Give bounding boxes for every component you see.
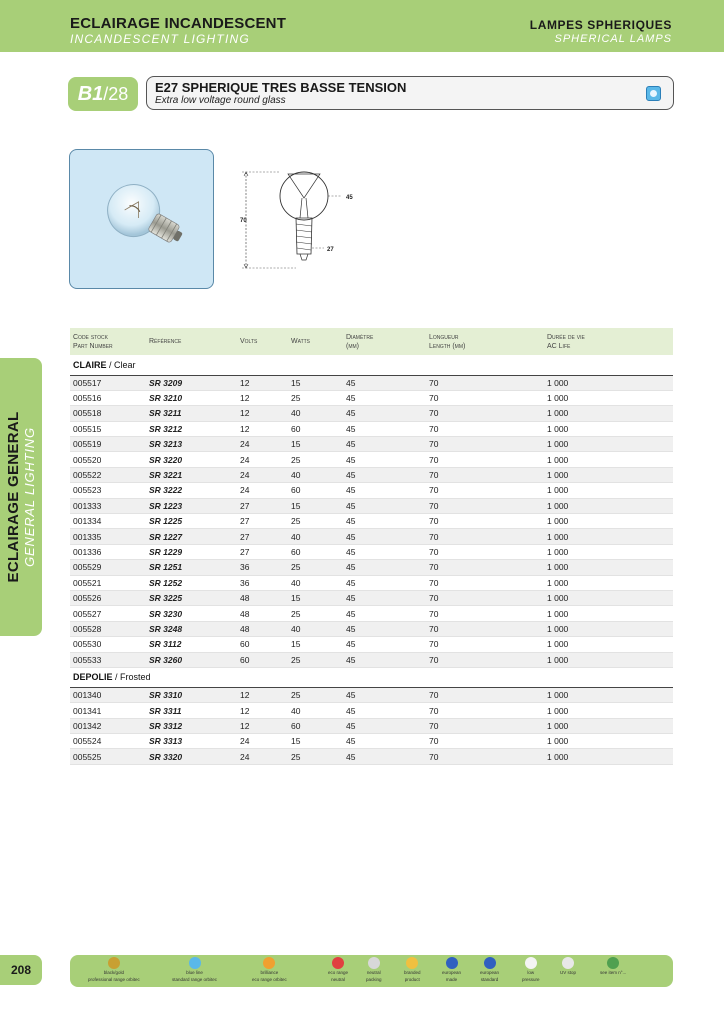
table-group-header: [70, 355, 673, 375]
table-cell: 25: [288, 452, 343, 467]
table-cell: 001333: [70, 498, 146, 513]
legend-label: black/gold: [103, 970, 125, 975]
table-row: [70, 452, 673, 467]
table-cell: SR 1252: [146, 575, 237, 590]
table-cell: 36: [237, 560, 288, 575]
col-header: Code stock Part Number: [73, 333, 113, 350]
legend-label: neutral: [366, 970, 381, 975]
table-row: [70, 590, 673, 605]
table-cell: 005522: [70, 467, 146, 482]
header-right: [530, 18, 672, 45]
legend-label-secondary: product: [404, 976, 420, 982]
table-cell: 40: [288, 406, 343, 421]
product-code-badge: [68, 77, 138, 111]
table-cell: SR 3221: [146, 467, 237, 482]
table-cell: 001334: [70, 514, 146, 529]
table-row: [70, 406, 673, 421]
table-cell: 45: [343, 590, 426, 605]
table-cell: 70: [426, 406, 544, 421]
side-tab-title: ECLAIRAGE GENERAL: [5, 411, 22, 583]
table-cell: 001335: [70, 529, 146, 544]
legend-item: [328, 957, 348, 982]
legend-label: blue line: [186, 970, 203, 975]
table-row: [70, 575, 673, 590]
table-row: [70, 467, 673, 482]
table-cell: SR 3320: [146, 749, 237, 764]
table-header-row: [70, 328, 673, 355]
table-cell: 70: [426, 575, 544, 590]
table-cell: 45: [343, 437, 426, 452]
table-cell: 12: [237, 390, 288, 405]
table-cell: 60: [237, 652, 288, 667]
table-cell: 70: [426, 421, 544, 436]
table-row: [70, 375, 673, 390]
table-cell: 40: [288, 575, 343, 590]
table-cell: 27: [237, 529, 288, 544]
table-cell: 12: [237, 718, 288, 733]
legend-label-secondary: professional range orbitec: [88, 976, 140, 982]
table-cell: 70: [426, 621, 544, 636]
table-cell: 005525: [70, 749, 146, 764]
legend-item: [172, 957, 217, 982]
table-cell: 12: [237, 406, 288, 421]
product-subtitle: Extra low voltage round glass: [155, 95, 286, 106]
table-cell: 45: [343, 390, 426, 405]
table-cell: 1 000: [544, 703, 673, 718]
group-label-en: Clear: [114, 359, 136, 370]
table-cell: SR 3209: [146, 375, 237, 390]
table-cell: SR 3225: [146, 590, 237, 605]
section-subtitle: INCANDESCENT LIGHTING: [70, 32, 250, 46]
table-cell: 45: [343, 606, 426, 621]
table-cell: 24: [237, 467, 288, 482]
bulb-photo-icon: [70, 150, 215, 290]
table-cell: 70: [426, 498, 544, 513]
table-cell: 12: [237, 687, 288, 702]
table-cell: 15: [288, 375, 343, 390]
table-cell: 1 000: [544, 437, 673, 452]
table-cell: 70: [426, 734, 544, 749]
table-cell: 1 000: [544, 467, 673, 482]
table-cell: 45: [343, 687, 426, 702]
table-cell: 45: [343, 749, 426, 764]
table-cell: SR 3248: [146, 621, 237, 636]
table-cell: 25: [288, 749, 343, 764]
table-cell: 70: [426, 437, 544, 452]
table-cell: 1 000: [544, 621, 673, 636]
col-header: Durée de vie AC Life: [547, 333, 585, 350]
table-cell: 1 000: [544, 652, 673, 667]
table-cell: SR 3211: [146, 406, 237, 421]
table-cell: 001341: [70, 703, 146, 718]
col-header: Diamètre (mm): [346, 333, 374, 350]
table-cell: 1 000: [544, 390, 673, 405]
table-row: [70, 483, 673, 498]
table-cell: 45: [343, 498, 426, 513]
table-cell: 70: [426, 375, 544, 390]
table-cell: 45: [343, 452, 426, 467]
table-cell: 70: [426, 514, 544, 529]
table-cell: 005521: [70, 575, 146, 590]
table-cell: 45: [343, 421, 426, 436]
table-cell: 1 000: [544, 483, 673, 498]
table-cell: 70: [426, 718, 544, 733]
table-cell: SR 3230: [146, 606, 237, 621]
table-cell: 1 000: [544, 544, 673, 559]
table-cell: 12: [237, 375, 288, 390]
table-cell: 45: [343, 560, 426, 575]
table-cell: 1 000: [544, 718, 673, 733]
table-cell: 45: [343, 575, 426, 590]
table-cell: 70: [426, 544, 544, 559]
table-cell: 001340: [70, 687, 146, 702]
table-cell: SR 3220: [146, 452, 237, 467]
table-cell: 005519: [70, 437, 146, 452]
legend-icon: [189, 957, 201, 969]
table-cell: 1 000: [544, 560, 673, 575]
table-cell: 1 000: [544, 498, 673, 513]
table-cell: 005523: [70, 483, 146, 498]
side-tab-subtitle: GENERAL LIGHTING: [22, 427, 37, 567]
table-cell: 45: [343, 703, 426, 718]
col-header: Référence: [149, 338, 182, 345]
table-cell: 70: [426, 467, 544, 482]
table-cell: 1 000: [544, 687, 673, 702]
table-row: [70, 637, 673, 652]
table-row: [70, 529, 673, 544]
table-cell: 1 000: [544, 514, 673, 529]
table-cell: 005526: [70, 590, 146, 605]
table-cell: 24: [237, 749, 288, 764]
legend-label-secondary: standard range orbitec: [172, 976, 218, 982]
side-category-tab: [0, 358, 42, 636]
group-label-separator: /: [106, 359, 115, 370]
table-cell: 45: [343, 375, 426, 390]
table-cell: SR 3311: [146, 703, 237, 718]
table-cell: SR 3222: [146, 483, 237, 498]
table-cell: 1 000: [544, 749, 673, 764]
table-cell: 1 000: [544, 421, 673, 436]
table-cell: 45: [343, 514, 426, 529]
table-cell: 1 000: [544, 452, 673, 467]
category-title: LAMPES SPHERIQUES: [529, 18, 672, 32]
table-cell: 48: [237, 621, 288, 636]
table-cell: 60: [237, 637, 288, 652]
legend-label-secondary: packing: [366, 976, 382, 982]
table-cell: 15: [288, 637, 343, 652]
col-header: Longueur Length (mm): [429, 333, 466, 350]
legend-item: [404, 957, 421, 982]
table-cell: 70: [426, 590, 544, 605]
table-cell: 005527: [70, 606, 146, 621]
table-cell: 45: [343, 529, 426, 544]
legend-label: european: [480, 970, 500, 975]
group-label-en: Frosted: [120, 672, 151, 683]
table-cell: 45: [343, 406, 426, 421]
table-cell: 001342: [70, 718, 146, 733]
legend-bar: [70, 955, 673, 987]
legend-label-secondary: neutral: [331, 976, 345, 982]
table-row: [70, 734, 673, 749]
table-cell: 48: [237, 606, 288, 621]
legend-label: see item n°...: [600, 970, 627, 975]
legend-label: european: [442, 970, 462, 975]
table-row: [70, 703, 673, 718]
group-label-separator: /: [112, 672, 121, 683]
group-label: DEPOLIE: [73, 672, 113, 683]
table-cell: 1 000: [544, 606, 673, 621]
table-cell: 005529: [70, 560, 146, 575]
table-row: [70, 514, 673, 529]
table-cell: 005530: [70, 637, 146, 652]
table-cell: 70: [426, 606, 544, 621]
dim-height-label: 70: [240, 218, 247, 224]
legend-item: [560, 957, 576, 977]
legend-icon: [108, 957, 120, 969]
table-cell: 1 000: [544, 529, 673, 544]
table-cell: SR 3312: [146, 718, 237, 733]
table-cell: 70: [426, 687, 544, 702]
legend-icon: [368, 957, 380, 969]
legend-icon: [525, 957, 537, 969]
table-cell: 12: [237, 421, 288, 436]
table-row: [70, 390, 673, 405]
table-cell: 1 000: [544, 734, 673, 749]
table-cell: 45: [343, 637, 426, 652]
table-cell: 1 000: [544, 590, 673, 605]
col-header: Volts: [240, 338, 258, 345]
table-cell: SR 3112: [146, 637, 237, 652]
table-row: [70, 652, 673, 667]
table-cell: 45: [343, 734, 426, 749]
table-cell: 005533: [70, 652, 146, 667]
legend-label: branded: [404, 970, 421, 975]
category-subtitle: SPHERICAL LAMPS: [554, 33, 672, 45]
product-code-main: B1: [77, 82, 104, 105]
table-cell: SR 1225: [146, 514, 237, 529]
table-row: [70, 621, 673, 636]
table-cell: 60: [288, 544, 343, 559]
table-cell: 24: [237, 734, 288, 749]
product-title-box: [146, 76, 674, 110]
table-cell: 25: [288, 652, 343, 667]
table-cell: 15: [288, 734, 343, 749]
dimension-drawing: [236, 164, 366, 274]
table-cell: 48: [237, 590, 288, 605]
table-cell: 25: [288, 606, 343, 621]
table-cell: 1 000: [544, 406, 673, 421]
legend-item: [88, 957, 140, 982]
table-cell: SR 1223: [146, 498, 237, 513]
table-cell: 1 000: [544, 637, 673, 652]
table-row: [70, 560, 673, 575]
table-cell: 005518: [70, 406, 146, 421]
bulb-outline-icon: [236, 164, 366, 274]
table-cell: 45: [343, 652, 426, 667]
col-header: Watts: [291, 338, 311, 345]
table-cell: SR 3260: [146, 652, 237, 667]
table-cell: 15: [288, 590, 343, 605]
legend-label-secondary: eco range orbitec: [252, 976, 287, 982]
table-cell: 40: [288, 529, 343, 544]
legend-icon: [484, 957, 496, 969]
table-cell: 70: [426, 483, 544, 498]
table-cell: 25: [288, 390, 343, 405]
table-cell: SR 3212: [146, 421, 237, 436]
blue-line-icon: [646, 86, 661, 101]
table-cell: SR 1251: [146, 560, 237, 575]
table-cell: 1 000: [544, 575, 673, 590]
table-group-header: [70, 667, 673, 687]
table-cell: 45: [343, 483, 426, 498]
section-title: ECLAIRAGE INCANDESCENT: [70, 15, 287, 32]
table-cell: 15: [288, 498, 343, 513]
table-cell: 70: [426, 390, 544, 405]
legend-item: [252, 957, 287, 982]
table-cell: 45: [343, 621, 426, 636]
table-row: [70, 687, 673, 702]
legend-label: UV stop: [560, 970, 577, 975]
table-cell: SR 1229: [146, 544, 237, 559]
legend-icon: [406, 957, 418, 969]
table-cell: 15: [288, 437, 343, 452]
table-cell: 40: [288, 621, 343, 636]
table-cell: 12: [237, 703, 288, 718]
table-cell: 60: [288, 421, 343, 436]
legend-item: [480, 957, 499, 982]
table-cell: 36: [237, 575, 288, 590]
legend-label: brilliance: [260, 970, 279, 975]
legend-label-secondary: pressure: [522, 976, 540, 982]
table-cell: SR 3213: [146, 437, 237, 452]
table-row: [70, 498, 673, 513]
table-row: [70, 437, 673, 452]
table-cell: 27: [237, 514, 288, 529]
table-cell: SR 3210: [146, 390, 237, 405]
table-cell: 45: [343, 544, 426, 559]
page-number: 208: [0, 955, 42, 985]
table-row: [70, 544, 673, 559]
table-cell: 005524: [70, 734, 146, 749]
table-cell: 60: [288, 483, 343, 498]
table-cell: 40: [288, 467, 343, 482]
legend-icon: [446, 957, 458, 969]
legend-item: [600, 957, 626, 977]
table-cell: 45: [343, 718, 426, 733]
legend-icon: [332, 957, 344, 969]
legend-item: [366, 957, 382, 982]
table-cell: 70: [426, 749, 544, 764]
table-cell: 25: [288, 687, 343, 702]
table-cell: 005517: [70, 375, 146, 390]
group-label: CLAIRE: [73, 359, 107, 370]
table-cell: 001336: [70, 544, 146, 559]
table-row: [70, 606, 673, 621]
table-cell: 24: [237, 483, 288, 498]
table-cell: 25: [288, 560, 343, 575]
table-cell: 24: [237, 437, 288, 452]
table-cell: 70: [426, 652, 544, 667]
table-cell: 70: [426, 703, 544, 718]
legend-item: [442, 957, 461, 982]
table-cell: SR 3313: [146, 734, 237, 749]
table-cell: 005515: [70, 421, 146, 436]
table-cell: 45: [343, 467, 426, 482]
legend-label: low: [527, 970, 535, 975]
legend-icon: [562, 957, 574, 969]
table-cell: 60: [288, 718, 343, 733]
table-row: [70, 718, 673, 733]
table-cell: 70: [426, 560, 544, 575]
legend-icon: [607, 957, 619, 969]
table-cell: 70: [426, 637, 544, 652]
legend-icon: [263, 957, 275, 969]
legend-item: [522, 957, 540, 982]
table-cell: 70: [426, 529, 544, 544]
table-cell: 25: [288, 514, 343, 529]
table-row: [70, 749, 673, 764]
legend-label: eco range: [328, 970, 349, 975]
dim-diameter-label: 45: [346, 195, 353, 201]
legend-label-secondary: made: [445, 976, 458, 982]
table-row: [70, 421, 673, 436]
table-cell: 40: [288, 703, 343, 718]
table-cell: 70: [426, 452, 544, 467]
table-cell: 005516: [70, 390, 146, 405]
table-cell: 1 000: [544, 375, 673, 390]
table-cell: 005520: [70, 452, 146, 467]
table-cell: 24: [237, 452, 288, 467]
product-code-sub: /28: [103, 83, 129, 104]
legend-label-secondary: standard: [480, 976, 499, 982]
table-cell: 27: [237, 544, 288, 559]
header-left: [70, 15, 286, 46]
product-table: [70, 328, 673, 765]
table-body: [70, 355, 673, 764]
table-cell: 27: [237, 498, 288, 513]
table-cell: 005528: [70, 621, 146, 636]
product-title: E27 SPHERIQUE TRES BASSE TENSION: [155, 80, 407, 95]
table-cell: SR 1227: [146, 529, 237, 544]
dim-base-label: 27: [327, 247, 334, 253]
table-cell: SR 3310: [146, 687, 237, 702]
product-photo: [69, 149, 214, 289]
